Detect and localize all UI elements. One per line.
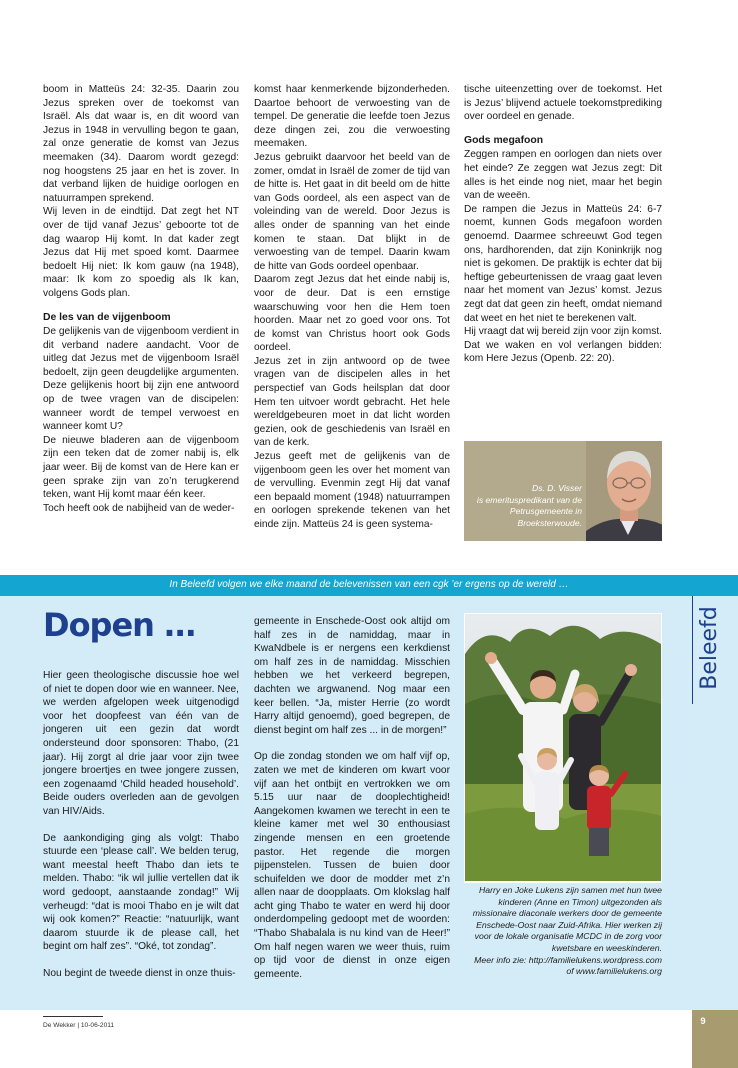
paragraph: De aankondiging ging als volgt: Thabo stuurde een ‘please call’. We belden terug, want meestal heeft Thabo dan iets te melden. Thabo: “ik wil jullie vertellen dat ik word gedoopt, aanstaande zondag!” Wij verheugd: “dat is mooi Thabo en je wilt dat wij ook komen?” Reactie: “natuurlijk, want daarom stuurde ik de please call, het begint om half zes”. “Oké, tot zondag”. bbox=[43, 832, 239, 953]
paragraph: Daarom zegt Jezus dat het einde nabij is, voor de deur. Dat is een ernstige waarschuwing voor hen die Hem toen hoorden. Maar net zo goed voor ons. Tot de komst van Christus hoort ook Gods oordeel. bbox=[254, 274, 450, 354]
photo-caption-line: kinderen (Anne en Timon) uitgezonden als bbox=[498, 896, 662, 907]
paragraph: Wij leven in de eindtijd. Dat zegt het NT over de tijd vanaf Jezus’ geboorte tot de dag waarop Hij komt. In dat kader zegt Jezus dat Hij met spoed komt. Daarmee bedoelt Hij niet: Ik kom gauw (na 1948), maar: Ik kom zo spoedig als Ik kan, volgens Gods plan. bbox=[43, 206, 239, 299]
section-banner bbox=[0, 575, 738, 596]
paragraph: boom in Matteüs 24: 32-35. Daarin zou Jezus spreken over de toekomst van Israël. Als dat waar is, en dit woord van Jezus in 1948 in vervulling begon te gaan, zal onze generatie de komst van Jezus meemaken (34). Daarom wordt gezegd: nog hoogstens 25 jaar en het is zover. In dat verband lijken de huidige oorlogen en natuurrampen sprekend. bbox=[43, 84, 239, 204]
photo-caption-line: missionaire diaconale werkers door de gemeente bbox=[472, 908, 662, 919]
photo-caption-line: Enschede-Oost naar Zuid-Afrika. Hier werken zij bbox=[476, 919, 662, 930]
section-label: Beleefd bbox=[697, 606, 722, 690]
author-box bbox=[464, 441, 662, 541]
author-name: Ds. D. Visser bbox=[532, 483, 582, 493]
paragraph: Toch heeft ook de nabijheid van de weder- bbox=[43, 502, 235, 514]
footer-publication: De Wekker | 10-06-2011 bbox=[43, 1022, 115, 1029]
paragraph: Hij vraagt dat wij bereid zijn voor zijn komst. Dat we waken en vol verlangen bidden: kom Here Jezus (Openb. 22: 20). bbox=[464, 326, 662, 365]
photo-caption-line: of www.familielukens.org bbox=[566, 966, 662, 977]
photo-caption-line: Harry en Joke Lukens zijn samen met hun twee bbox=[478, 885, 662, 895]
article-column-2 bbox=[254, 83, 450, 532]
footer-rule bbox=[43, 1016, 103, 1017]
paragraph: De nieuwe bladeren aan de vijgenboom zijn een teken dat de zomer nabij is, elk jaar weer. Bij de komst van de Here kan er geen sprake zijn van zo’n terugkerend teken, want Hij komt maar één keer. bbox=[43, 434, 239, 501]
page-number: 9 bbox=[700, 1016, 706, 1027]
author-caption-line: Petrusgemeente in bbox=[509, 506, 582, 517]
article-column-1 bbox=[43, 83, 239, 515]
paragraph: De rampen die Jezus in Matteüs 24: 6-7 noemt, kunnen Gods megafoon worden genoemd. Daarmee schreeuwt God tegen ons, hardhorenden, dat zijn Koninkrijk nog niet is gekomen. De praktijk is echter dat bij heftige gebeurtenissen de vraag gaat leven naar het moment van Jezus’ komst. Jezus zegt dat dat geen zin heeft, omdat niemand dat weet en het niet te berekenen valt. bbox=[464, 203, 662, 324]
photo-caption-line: kwetsbare en weeskinderen. bbox=[551, 942, 662, 953]
article-column-2 bbox=[254, 615, 450, 981]
section-heading: De les van de vijgenboom bbox=[43, 311, 171, 323]
paragraph: komst haar kenmerkende bijzonderheden. Daartoe behoort de verwoesting van de tempel. De generatie die leefde toen Jezus deze dingen zei, zou die verwoesting meemaken. bbox=[254, 84, 450, 150]
paragraph: Nou begint de tweede dienst in onze thuis- bbox=[43, 967, 236, 979]
author-caption-line: is emerituspredikant van de bbox=[476, 494, 582, 505]
paragraph: Jezus gebruikt daarvoor het beeld van de zomer, omdat in Israël de zomer de tijd van de hitte is. Het gaat in dit beeld om de hitte van Gods oordeel, als een aspect van de voleinding van de wereld. Door Jezus is alles onder de spanning van het einde komen te staan. Dat blijkt in de verwoesting van de tempel. Daarin kwam de hitte van Gods oordeel openbaar. bbox=[254, 151, 450, 272]
author-portrait bbox=[586, 441, 662, 541]
paragraph: Jezus zet in zijn antwoord op de twee vragen van de discipelen alles in het perspectief van Gods heilsplan dat door Hem ten uitvoer wordt gebracht. Het hele wereldgebeuren moet in dat licht worden gezien, ook de geschiedenis van Israël en van de kerk. bbox=[254, 355, 450, 449]
paragraph: Zeggen rampen en oorlogen dan niets over het einde? Ze zeggen wat Jezus zegt: Dit alles is het einde nog niet, maar het begin van de weeën. bbox=[464, 149, 662, 202]
paragraph: De gelijkenis van de vijgenboom verdient in dit verband nadere aandacht. Voor de uitleg dat Jezus met de vijgenboom Israël bedoelt, zijn geen deugdelijke argumenten. Deze gelijkenis hoort bij zijn ene antwoord op de twee vragen van de discipelen: wanneer wordt de tempel verwoest en wanneer komt U? bbox=[43, 326, 239, 433]
paragraph: gemeente in Enschede-Oost ook altijd om half zes in de namiddag, maar in KwaNdbele is er nergens een kerkdienst om half zes in de namiddag. Misschien hebben we het verkeerd begrepen, dachten we argwanend. Nog maar een keer bellen. “Ja, mister Herrie (zo wordt Harry altijd genoemd), goed begrepen, de dienst begint om half zes ... in de morgen!” bbox=[254, 616, 450, 736]
article-column-1 bbox=[43, 669, 239, 980]
photo-caption bbox=[464, 885, 662, 978]
author-caption bbox=[470, 483, 582, 529]
author-caption-line: Broeksterwoude. bbox=[517, 517, 582, 528]
paragraph: Hier geen theologische discussie hoe wel of niet te dopen door wie en wanneer. Nee, we werden afgelopen week uitgenodigd voor het doopfeest van één van de jongeren uit een gezin dat wordt ondersteund door sponsoren: Thabo, (21 jaar). Hij zorgt al drie jaar voor zijn twee jongere broertjes en twee jongere zussen, een zogenaamd ‘Child headed household’. Beide ouders overleden aan de gevolgen van HIV/Aids. bbox=[43, 670, 239, 817]
article-title: Dopen … bbox=[43, 606, 196, 644]
article-column-3 bbox=[464, 83, 662, 366]
photo-caption-line: Meer info zie: http://familielukens.wordpress.com bbox=[474, 954, 662, 965]
family-photo bbox=[465, 614, 661, 881]
photo-caption-line: voor de lokale organisatie MCDC in de zorg voor bbox=[474, 931, 662, 942]
banner-text: In Beleefd volgen we elke maand de belevenissen van een cgk ’er ergens op de wereld … bbox=[169, 579, 569, 590]
paragraph: Jezus geeft met de gelijkenis van de vijgenboom geen les over het moment van de vervulling. Evenmin zegt Hij dat vanaf een bepaald moment (1948) natuurrampen en oorlogen sprekende tekenen van het einde zijn. Matteüs 24 is geen systema- bbox=[254, 451, 450, 530]
paragraph: tische uiteenzetting over de toekomst. Het is Jezus’ blijvend actuele toekomstprediking over oordeel en genade. bbox=[464, 84, 662, 123]
section-label-rule bbox=[692, 596, 693, 704]
paragraph: Op die zondag stonden we om half vijf op, zaten we met de kinderen om kwart voor vijf aan het ontbijt en vertrokken we om 5.15 uur naar de dooplechtigheid! Aangekomen kwamen we terecht in een te kleine kamer met wel 30 enthousiast zingende mensen en een groetende pastor. Het regende die morgen pijpenstelen. Tussen de buien door schuifelden we door de modder met z’n allen naar de doopplaats. Om klokslag half acht ging Thabo te water en werd hij door onderdompeling gedoopt met de woorden: “Thabo Shabalala is nu kind van de Heer!” Om half negen waren we weer thuis, ruim op tijd voor de dienst in onze eigen gemeente. bbox=[254, 751, 450, 980]
section-heading: Gods megafoon bbox=[464, 134, 544, 146]
page-number-box bbox=[692, 1010, 738, 1068]
